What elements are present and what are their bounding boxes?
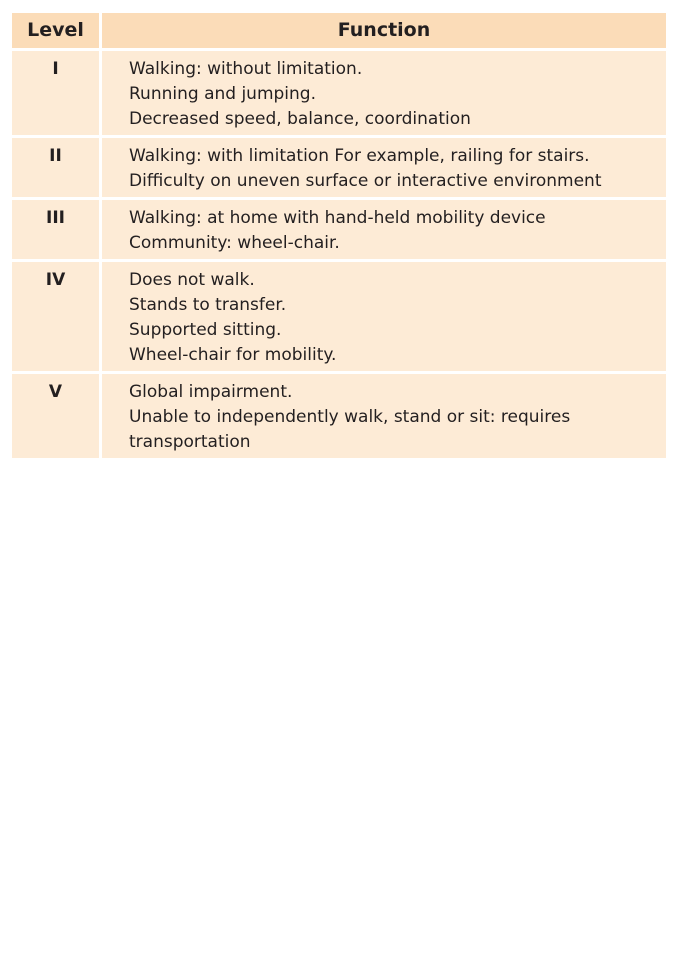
function-line: Walking: without limitation. bbox=[129, 59, 363, 79]
function-cell bbox=[102, 374, 666, 458]
function-line: Running and jumping. bbox=[129, 84, 316, 104]
function-line: Walking: at home with hand-held mobility device bbox=[129, 208, 546, 228]
function-cell bbox=[102, 138, 666, 200]
table-header bbox=[12, 13, 666, 51]
header-function: Function bbox=[102, 13, 666, 51]
table-row bbox=[12, 374, 666, 458]
function-cell bbox=[102, 262, 666, 374]
table-body bbox=[12, 51, 666, 458]
function-line: Stands to transfer. bbox=[129, 295, 287, 315]
function-line: Global impairment. bbox=[129, 382, 293, 402]
level-cell: I bbox=[12, 51, 102, 138]
function-cell bbox=[102, 51, 666, 138]
table-row bbox=[12, 200, 666, 262]
function-line: Difficulty on uneven surface or interactive environment bbox=[129, 171, 602, 191]
table-row bbox=[12, 262, 666, 374]
table-row bbox=[12, 51, 666, 138]
level-cell: III bbox=[12, 200, 102, 262]
level-cell: V bbox=[12, 374, 102, 458]
header-level: Level bbox=[12, 13, 102, 51]
function-line: Unable to independently walk, stand or sit: requires transportation bbox=[129, 407, 571, 452]
table-row bbox=[12, 138, 666, 200]
gmfcs-table bbox=[12, 13, 666, 458]
function-line: Wheel-chair for mobility. bbox=[129, 345, 337, 365]
function-line: Supported sitting. bbox=[129, 320, 282, 340]
function-cell bbox=[102, 200, 666, 262]
function-line: Decreased speed, balance, coordination bbox=[129, 109, 471, 129]
function-line: Community: wheel-chair. bbox=[129, 233, 340, 253]
level-cell: II bbox=[12, 138, 102, 200]
function-line: Does not walk. bbox=[129, 270, 255, 290]
level-cell: IV bbox=[12, 262, 102, 374]
header-row bbox=[12, 13, 666, 51]
function-line: Walking: with limitation For example, railing for stairs. bbox=[129, 146, 590, 166]
